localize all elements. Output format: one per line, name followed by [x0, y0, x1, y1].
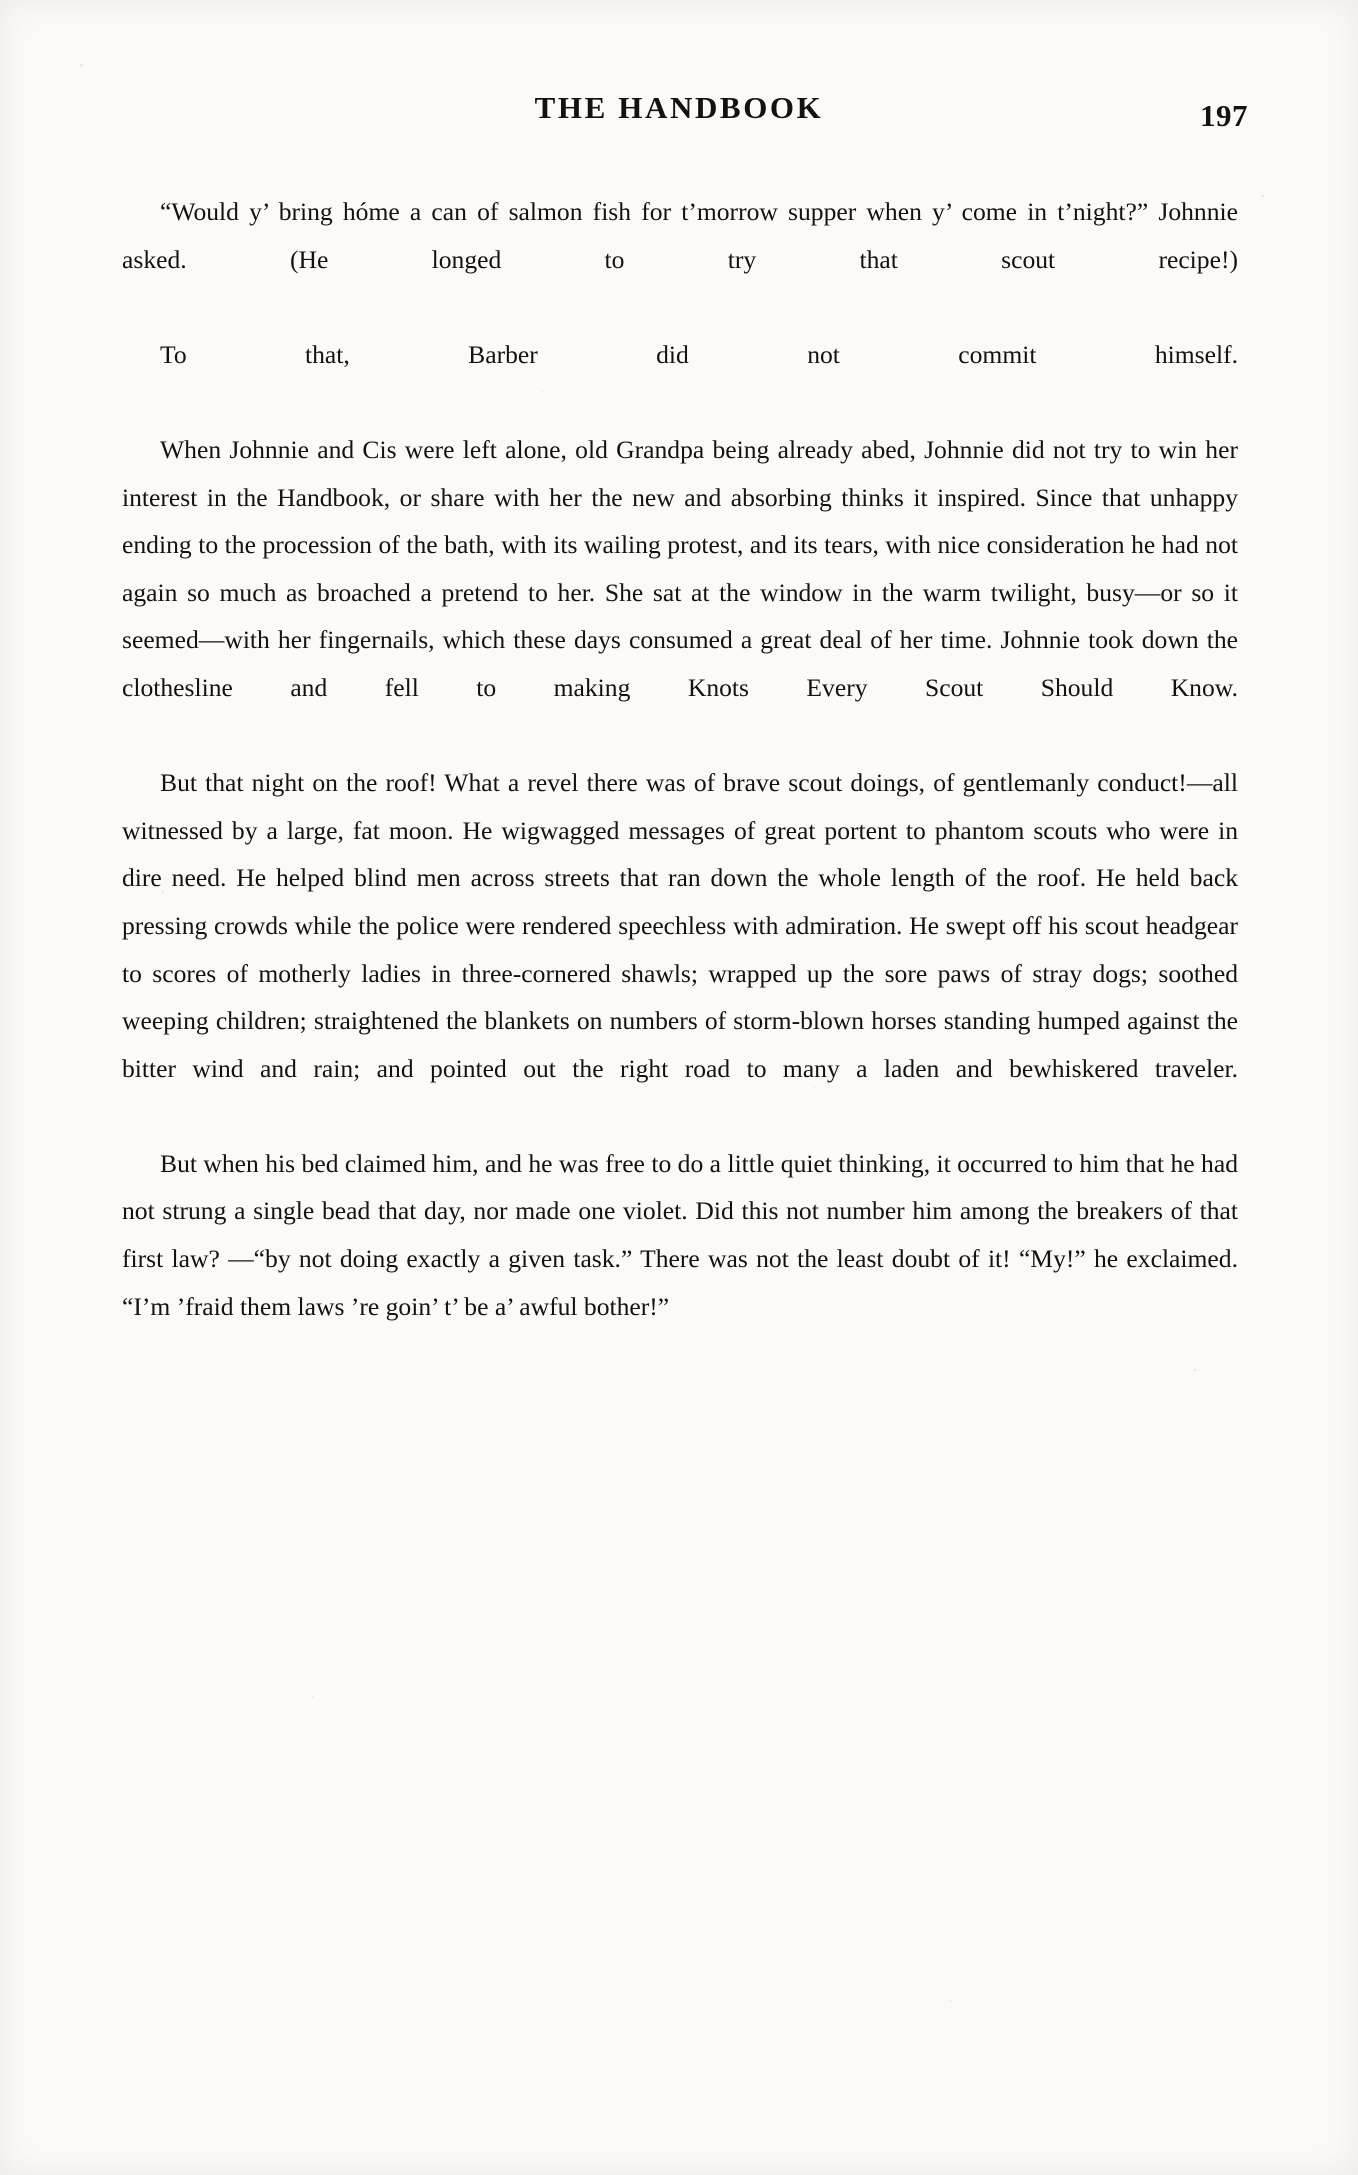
paragraph: When Johnnie and Cis were left alone, old Grandpa being already abed, Johnnie did not try to win her interest in the Handbook, or share with her the new and absorbing thinks it inspired. Since that unhappy ending to the procession of the bath, with its wailing protest, and its tears, with nice consideration he had not again so much as broached a pretend to her. She sat at the window in the warm twilight, busy—or so it seemed—with her fingernails, which these days consumed a great deal of her time. Johnnie took down the clothesline and fell to making Knots Every Scout Should Know.: [122, 434, 1238, 702]
body-text: [122, 188, 1238, 1330]
page-header: [110, 90, 1248, 134]
paragraph: But that night on the roof! What a revel there was of brave scout doings, of gentlemanly conduct!—all witnessed by a large, fat moon. He wigwagged messages of great portent to phantom scouts who were in dire need. He helped blind men across streets that ran down the whole length of the roof. He held back pressing crowds while the police were rendered speechless with admiration. He swept off his scout headgear to scores of motherly ladies in three-cornered shawls; wrapped up the sore paws of stray dogs; soothed weeping children; straightened the blankets on numbers of storm-blown horses standing humped against the bitter wind and rain; and pointed out the right road to many a laden and bewhiskered traveler.: [122, 768, 1238, 1083]
page-number: 197: [1200, 98, 1248, 133]
paragraph: “Would y’ bring hóme a can of salmon fish for t’morrow supper when y’ come in t’night?” Johnnie asked. (He longed to try that scout recipe!): [122, 197, 1238, 274]
paragraph: But when his bed claimed him, and he was free to do a little quiet thinking, it occurred to him that he had not strung a single bead that day, nor made one violet. Did this not number him among the breakers of that first law? —“by not doing exactly a given task.” There was not the least doubt of it! “My!” he exclaimed. “I’m ’fraid them laws ’re goin’ t’ be a’ awful bother!”: [122, 1148, 1238, 1321]
running-head: THE HANDBOOK: [534, 90, 824, 125]
paragraph: To that, Barber did not commit himself.: [160, 339, 1238, 369]
